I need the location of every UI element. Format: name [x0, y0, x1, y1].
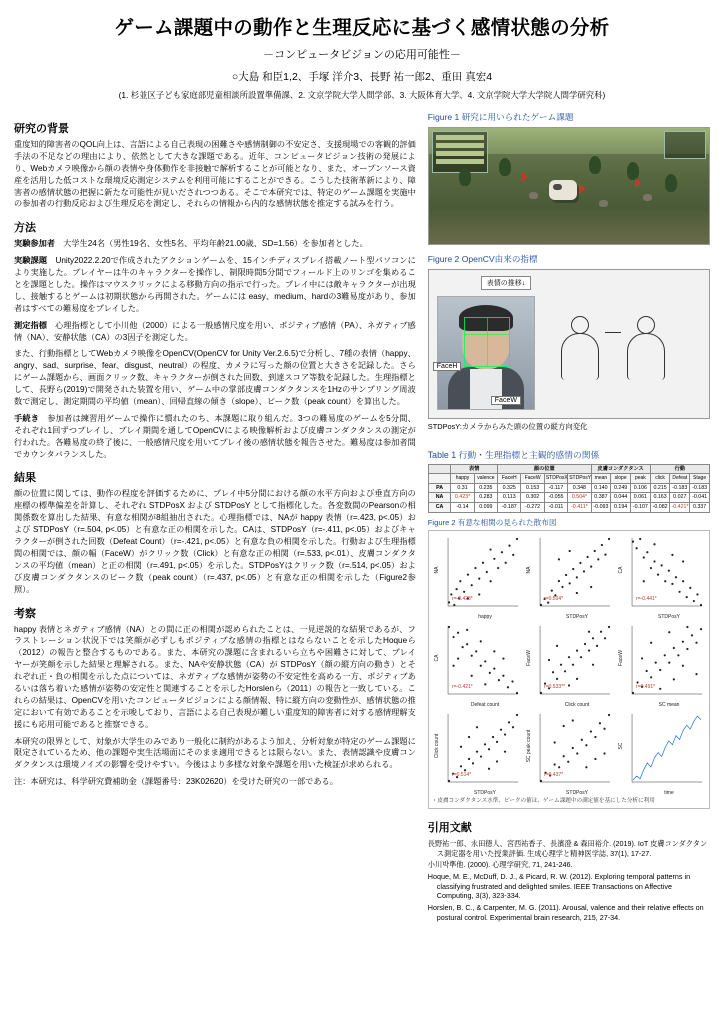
svg-text:NA: NA	[433, 566, 440, 574]
col-11: Defeat	[670, 474, 690, 483]
svg-text:r=-0.423*: r=-0.423*	[451, 595, 473, 602]
cell: 0.235	[474, 483, 497, 493]
svg-text:NA: NA	[525, 566, 532, 574]
cell: -0.107	[631, 502, 651, 512]
method-procedure-text: 参加者は練習用ゲームで操作に慣れたのち、本課題に取り組んだ。3つの難易度のゲームを5分間、それぞれ1回ずつプレイし、プレイ期間を通してOpenCVによる映像解析および皮膚コンダクタンスの測定が行われた。各難易度の終了後に、一般感情尺度を用いてプレイ後の感情状態を報告させた。難易度は参加者間でカウンタバランスした。	[14, 413, 416, 459]
cell: 0.140	[591, 483, 611, 493]
left-column	[14, 111, 416, 925]
method-participants-text: 大学生24名（男性19名、女性5名、平均年齢21.00歳、SD=1.56）を参加者とした。	[63, 239, 368, 249]
cell: 0.194	[611, 502, 631, 512]
col-6: STDPosY	[569, 475, 592, 482]
game-tree	[589, 156, 601, 174]
reference-list	[428, 839, 710, 923]
cell: -0.14	[451, 502, 474, 512]
svg-text:SC: SC	[617, 742, 624, 750]
scatter-plot-1	[432, 534, 522, 620]
cell: -0.117	[544, 483, 567, 493]
cell: 0.099	[474, 502, 497, 512]
cell: 0.302	[521, 493, 544, 503]
method-procedure-label: 手続き	[14, 413, 40, 423]
cell: -0.082	[650, 502, 670, 512]
cell: 0.163	[650, 493, 670, 503]
svg-text:r=-0.441*: r=-0.441*	[635, 595, 657, 602]
table-row	[428, 502, 709, 512]
game-enemy-marker	[521, 172, 528, 182]
cell: -0.411*	[568, 502, 591, 512]
scatter-plot-5	[524, 622, 614, 708]
page-subtitle: －コンピュータビジョンの応用可能性－	[263, 49, 461, 61]
method-task-label: 実験課題	[14, 256, 48, 266]
svg-text:happy: happy	[478, 613, 492, 620]
figure2-caption: Figure 2 OpenCV由来の指標	[427, 254, 538, 264]
cell: -0.041	[690, 493, 710, 503]
game-ground	[429, 210, 709, 244]
scatter-figure-caption: Figure 2 有意な相関の見られた散布図	[427, 517, 557, 527]
cell: 0.113	[498, 493, 521, 503]
game-rock	[529, 192, 538, 199]
svg-text:Defeat count: Defeat count	[470, 701, 499, 708]
cell: 0.423*	[451, 493, 474, 503]
group-sc: 皮膚コンダクタンス	[591, 464, 650, 474]
scatter-grid	[432, 534, 706, 796]
col-8: slope	[611, 474, 631, 483]
col-5: STDPosX	[545, 475, 568, 482]
reference-item: Hoque, M. E., McDuff, D. J., & Picard, R. W. (2012). Exploring temporal patterns in classifying frustrated and delighted smiles. IEEE Transactions on Affective Computing, 3(3), 323-334.	[427, 871, 691, 901]
reference-item: 長野祐一郎、永田徳人、宮西祐香子、長濱澄 & 森田裕介. (2019). IoT 皮膚コンダクタンス測定器を用いた授業評価. 生成心理学と精神医学誌, 37(1), 17-27.	[427, 838, 708, 858]
face-mesh-overlay	[464, 317, 510, 367]
svg-text:Click count: Click count	[564, 701, 590, 708]
head-movement-arrow	[605, 332, 621, 333]
section-heading-results: 結果	[14, 472, 36, 485]
facew-tag: FaceW	[491, 396, 521, 405]
table-group-header-row	[428, 464, 709, 474]
col-12: Stage	[690, 474, 710, 483]
scatter-plot-4	[432, 622, 522, 708]
page-title: ゲーム課題中の動作と生理反応に基づく感情状態の分析	[114, 17, 610, 39]
cell: 0.31	[451, 483, 474, 493]
scatter-plot-7	[432, 710, 522, 796]
scatter-panel	[428, 530, 710, 809]
method-measures-text: 心理指標として小川他（2000）による一般感情尺度を用い、ポジティブ感情（PA）、ネガティブ感情（NA）、安静状態（CA）の3因子を測定した。	[14, 320, 416, 342]
cell: 0.387	[591, 493, 611, 503]
game-hud-left	[432, 131, 488, 173]
svg-text:STDPosY: STDPosY	[565, 789, 588, 796]
discussion-text-1: happy 表情とネガティブ感情（NA）との間に正の相関が認められたことは、一見逆説的な結果であるが、フラストレーション状況下では笑顔が必ずしもポジティブな感情の指標とはならないことを示したHoqueら（2012）の報告と整合するものである。また、本研究の課題に含まれるいら立ちや困難さに対して、プレイヤーが笑顔を示した結果と理解される。また、NAや安静状態（CA）が STDPosY（顔の縦方向の動き）とそれぞれ正・負の相関を示した点については、ネガティブな感情が姿勢の不安定性を高める一方、ポジティブあるいは落ち着いた感情が姿勢の安定性と関連することを示したHorslenら（2011）の報告と一致している。これらの結果は、OpenCVを用いたコンピュータビジョンによる顔情報、特に縦方向の変動性が、感情状態の推定において有効であることを示唆しており、言語による自己表現が難しい重度知的障害者に対する感情理解支援にも応用可能であると推察できる。	[14, 624, 416, 729]
col-9: peak	[631, 474, 651, 483]
expression-trend-label: 表情の推移↓	[481, 276, 532, 290]
reference-item: 小川박準他. (2000). 心理学研究, 71, 241-246.	[427, 860, 573, 870]
svg-text:r=0.514*: r=0.514*	[451, 771, 471, 778]
svg-text:time: time	[664, 789, 674, 796]
cell: 0.325	[498, 483, 521, 493]
affiliation-list: (1. 杉並区子ども家庭部児童相談所設置準備課、2. 文京学院大学人間学部、3. 大阪体育大学、4. 文京学院大学大学院人間学研究科)	[118, 90, 606, 100]
group-blank	[428, 464, 451, 474]
faceh-tag: FaceH	[433, 362, 462, 371]
cell: 0.215	[650, 483, 670, 493]
svg-text:Click count: Click count	[433, 733, 440, 758]
svg-text:r=-0.421*: r=-0.421*	[451, 683, 473, 690]
svg-text:CA: CA	[433, 654, 440, 662]
section-heading-background: 研究の背景	[14, 123, 69, 135]
svg-text:STDPosY: STDPosY	[473, 789, 496, 796]
section-heading-method: 方法	[14, 222, 36, 235]
section-heading-discussion: 考察	[14, 607, 36, 620]
cell: 0.348	[568, 483, 591, 493]
game-enemy-marker	[635, 178, 642, 188]
figure1-game-screenshot	[428, 127, 710, 245]
background-text: 重度知的障害者のQOL向上は、言語による自己表現の困難さや感情制御の不安定さ、支援現場での客観的評価手法の不足などの理由により、依然として大きな課題である。近年、コンピュータビジョン技術の発展により、Webカメラ映像から顔の表情や身体動作を非接触で解析することが可能となり、また、オープンソース資産を活用した低コストな環境反応測定システムを利用可能にすることができる。こうした技術革新により、障害者の感情状態の把握に新たな可能性が見いだされつつある。そこで本研究では、特定のゲーム課題を実施中の参加者の行動反応および生理反応を測定し、それらの情報から内的な感情状態を推定する試みを行う。	[14, 140, 416, 209]
cell: 0.153	[521, 483, 544, 493]
game-tree	[665, 174, 677, 192]
table-row	[428, 493, 709, 503]
cell: -0.187	[498, 502, 521, 512]
participant-photo	[437, 296, 535, 410]
scatter-plot-3	[616, 534, 706, 620]
scatter-plot-8	[524, 710, 614, 796]
scatter-plot-2	[524, 534, 614, 620]
col-3: FaceH	[498, 474, 521, 483]
method-procedure	[14, 413, 416, 461]
game-player-character	[549, 180, 577, 200]
game-hud-right	[664, 131, 706, 159]
group-expression: 表情	[451, 464, 498, 474]
cell: 0.249	[611, 483, 631, 493]
method-task-text: Unity2022.2.20で作成されたアクションゲームを、15インチディスプレイ搭載ノート型パソコンにより実施した。プレイヤーは牛のキャラクターを操作し、制限時間5分間でフィールド上のリンゴを集めることを課題とした。操作はマウスクリックによる移動方向の指示で行った。プレイ中には敵キャラクターが出現し、接触するとゲームは初期状態から再開された。ゲームには easy、medium、hardの3難易度があり、参加者はすべての難易度をプレイした。	[14, 256, 416, 313]
game-rock	[643, 194, 652, 201]
method-measures-label: 測定指標	[14, 320, 47, 330]
cell: -0.183	[690, 483, 710, 493]
svg-text:SC mean: SC mean	[658, 701, 680, 708]
cell: -0.272	[521, 502, 544, 512]
funding-note: 注：本研究は、科学研究費補助金（課題番号：23K02620）を受けた研究の一部である。	[14, 777, 338, 787]
reference-item: Horslen, B. C., & Carpenter, M. G. (2011). Arousal, valence and their relative effects on postural control. Experimental brain research, 215, 27-34.	[427, 903, 704, 922]
cell: 0.061	[631, 493, 651, 503]
author-list: ○大島 和臣1,2、手塚 洋介3、長野 祐一郎2、重田 真宏4	[231, 71, 493, 83]
poster-page	[0, 12, 724, 1036]
cell: 0.106	[631, 483, 651, 493]
svg-text:r=0.533**: r=0.533**	[543, 683, 565, 690]
scatter-plot-9	[616, 710, 706, 796]
cell: 0.337	[690, 502, 710, 512]
col-2: valence	[474, 474, 497, 483]
cell: 0.044	[611, 493, 631, 503]
svg-text:FaceW: FaceW	[617, 649, 624, 666]
svg-text:r=0.504*: r=0.504*	[543, 595, 563, 602]
figure2-opencv-metrics	[428, 269, 710, 419]
stdposy-description: STDPosY:カメラからみた頭の位置の縦方向変化	[427, 422, 588, 431]
group-faceposition: 顔の位置	[498, 464, 592, 474]
cell: -0.183	[670, 483, 690, 493]
method-measures	[14, 320, 416, 344]
game-tree	[499, 158, 511, 176]
row-label: NA	[428, 493, 451, 503]
svg-text:STDPosY: STDPosY	[565, 613, 588, 620]
row-label: CA	[428, 502, 451, 512]
game-enemy-marker	[579, 184, 586, 194]
cell: 0.283	[474, 493, 497, 503]
scatter-plot-6	[616, 622, 706, 708]
col-0	[428, 474, 451, 483]
table-column-header-row	[428, 474, 709, 483]
game-tree	[459, 168, 471, 186]
section-heading-references: 引用文献	[427, 821, 472, 834]
col-10: click	[650, 474, 670, 483]
results-text: 顔の位置に関しては、動作の程度を評価するために、プレイ中5分間における顔の水平方向および垂直方向の座標の標準偏差を計算し、それぞれ STDPosX および STDPosY として指標化した。各変数間のPearsonの相関係数を算出した結果、有意な相関が8組抽出された。心理指標では、NAが happy 表情（r=.423, p<.05）および STDPosY（r=.504, p<.05）と有意な正の相関を示した。CAは、STDPosY（r=-.411, p<.05）およびキャラクターが倒された回数（Defeat Count）（r=-.421, p<.05）と有意な負の相関を示した。行動および生理指標間の相関では、顔の幅（FaceW）がクリック数（Click）と有意な正の相関（r=.533, p<.01）、皮膚コンダクタンスの平均値（mean）と正の相関（r=.491, p<.05）を示した。STDPosYはクリック数（r=.514, p<.05）および皮膚コンダクタンスのピーク数（peak count）（r=.437, p<.05）と有意な正の相関を示した（Figure2参照）。	[14, 489, 416, 594]
svg-text:SC peak count: SC peak count	[525, 729, 532, 762]
col-1: happy	[451, 474, 474, 483]
game-rock	[599, 200, 608, 207]
method-participants-label: 実験参加者	[14, 239, 55, 249]
svg-text:STDPosY: STDPosY	[657, 613, 680, 620]
cell: 0.504*	[568, 493, 591, 503]
head-position-silhouette-2	[625, 316, 665, 380]
method-measures-2: また、行動指標としてWebカメラ映像をOpenCV(OpenCV for Unity Ver.2.6.5)で分析し、7種の表情（happy、angry、sad、surprise、fear、disgust、neutral）の程度、カメラに写った顔の位置と大きさを記録した。さらにゲーム課題から、画面クリック数、キャラクターが倒された回数、到達スコア等数を記録した。生理指標として、長野ら(2019)で開発された装置を用い、ゲーム中の掌部皮膚コンダクタンスを1Hzのサンプリング周波数で測定し、測定期間の平均値（mean）、回帰直線の傾き（slope）、ピーク数（peak count）を算出した。	[14, 349, 416, 407]
correlation-table	[428, 464, 710, 513]
row-label: PA	[428, 483, 451, 493]
group-behavior: 行動	[650, 464, 709, 474]
cell: 0.027	[670, 493, 690, 503]
cell: -0.011	[544, 502, 567, 512]
right-column	[428, 111, 710, 925]
table-row	[428, 483, 709, 493]
svg-text:CA: CA	[617, 566, 624, 574]
method-participants	[14, 238, 416, 250]
col-4: FaceW	[521, 474, 544, 483]
method-task	[14, 255, 416, 314]
figure1-caption: Figure 1 研究に用いられたゲーム課題	[427, 112, 574, 122]
head-position-silhouette-1	[559, 316, 599, 380]
svg-text:r=0.491*: r=0.491*	[635, 683, 655, 690]
svg-text:FaceW: FaceW	[525, 649, 532, 666]
discussion-text-2: 本研究の限界として、対象が大学生のみであり一般化に制約があるよう加え、分析対象が特定のゲーム課題に限定されているため、他の課題や実生活場面にそのまま適用できるとは限らない。また、表情認識や皮膚コンダクタンスは環境ノイズの影響を受けやすい。今後はより多様な対象や課題を用いた検証が求められる。	[14, 736, 416, 770]
svg-text:r=0.437*: r=0.437*	[543, 771, 563, 778]
table1-caption: Table 1 行動・生理指標と主観的感情の関係	[427, 449, 600, 460]
col-7: mean	[591, 474, 611, 483]
scatter-note: ・皮膚コンダクタンス水準、ピークの値は、ゲーム課題中の測定値を基にした分析に利用	[431, 797, 655, 804]
table-body	[428, 483, 709, 512]
cell: -0.421*	[670, 502, 690, 512]
cell: -0.055	[544, 493, 567, 503]
cell: -0.093	[591, 502, 611, 512]
content-columns	[14, 111, 710, 925]
